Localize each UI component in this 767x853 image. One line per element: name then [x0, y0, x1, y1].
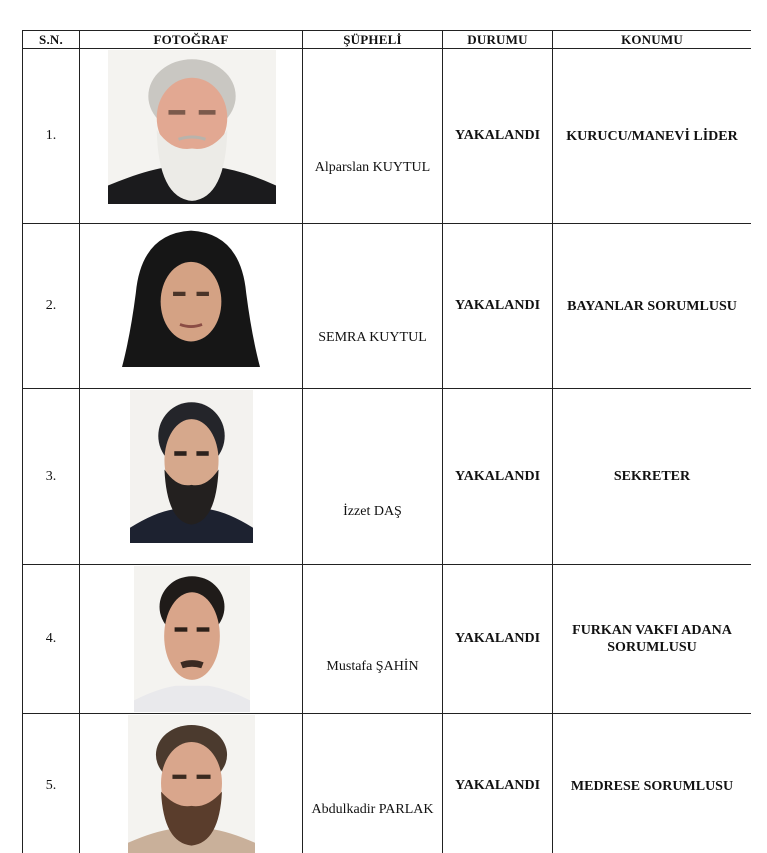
table-row — [23, 224, 752, 389]
row-number: 5. — [23, 714, 80, 853]
role-cell — [553, 714, 752, 853]
photo-cell — [80, 565, 303, 714]
role-text: BAYANLAR SORUMLUSU — [567, 298, 737, 314]
suspect-name: SEMRA KUYTUL — [318, 330, 427, 345]
row-number: 2. — [23, 224, 80, 389]
status-cell: YAKALANDI — [443, 49, 553, 224]
suspect-name-cell — [303, 224, 443, 389]
role-cell — [553, 224, 752, 389]
role-text: KURUCU/MANEVİ LİDER — [566, 128, 738, 144]
suspect-name-cell — [303, 714, 443, 853]
header-status: DURUMU — [443, 31, 553, 49]
photo-cell — [80, 224, 303, 389]
table-row — [23, 714, 752, 853]
portrait-icon — [128, 715, 255, 853]
header-photo: FOTOĞRAF — [80, 31, 303, 49]
document-page — [22, 30, 751, 853]
portrait-icon — [130, 390, 253, 543]
row-number: 3. — [23, 389, 80, 565]
table-header-row — [23, 31, 752, 49]
header-role: KONUMU — [553, 31, 752, 49]
photo-cell — [80, 49, 303, 224]
suspect-name-cell — [303, 389, 443, 565]
suspect-name: Mustafa ŞAHİN — [326, 658, 419, 674]
status-cell: YAKALANDI — [443, 565, 553, 714]
table-row — [23, 565, 752, 714]
row-number: 1. — [23, 49, 80, 224]
role-text: SEKRETER — [613, 469, 691, 484]
table-row — [23, 389, 752, 565]
role-cell — [553, 49, 752, 224]
suspect-name: Abdulkadir PARLAK — [311, 802, 434, 817]
row-number: 4. — [23, 565, 80, 714]
suspects-table — [22, 30, 751, 853]
table-row — [23, 49, 752, 224]
photo-cell — [80, 714, 303, 853]
suspect-name: Alparslan KUYTUL — [314, 159, 431, 175]
portrait-icon — [122, 225, 260, 367]
portrait-icon — [134, 566, 250, 712]
header-sn: S.N. — [23, 31, 80, 49]
suspect-name: İzzet DAŞ — [343, 504, 402, 519]
role-text: MEDRESE SORUMLUSU — [570, 778, 734, 794]
status-cell: YAKALANDI — [443, 224, 553, 389]
suspect-name-cell — [303, 49, 443, 224]
photo-cell — [80, 389, 303, 565]
status-cell: YAKALANDI — [443, 389, 553, 565]
status-cell: YAKALANDI — [443, 714, 553, 853]
header-suspect: ŞÜPHELİ — [303, 31, 443, 49]
role-text: FURKAN VAKFI ADANA SORUMLUSU — [572, 623, 732, 655]
role-cell — [553, 565, 752, 714]
role-cell — [553, 389, 752, 565]
suspect-name-cell — [303, 565, 443, 714]
portrait-icon — [108, 50, 276, 204]
